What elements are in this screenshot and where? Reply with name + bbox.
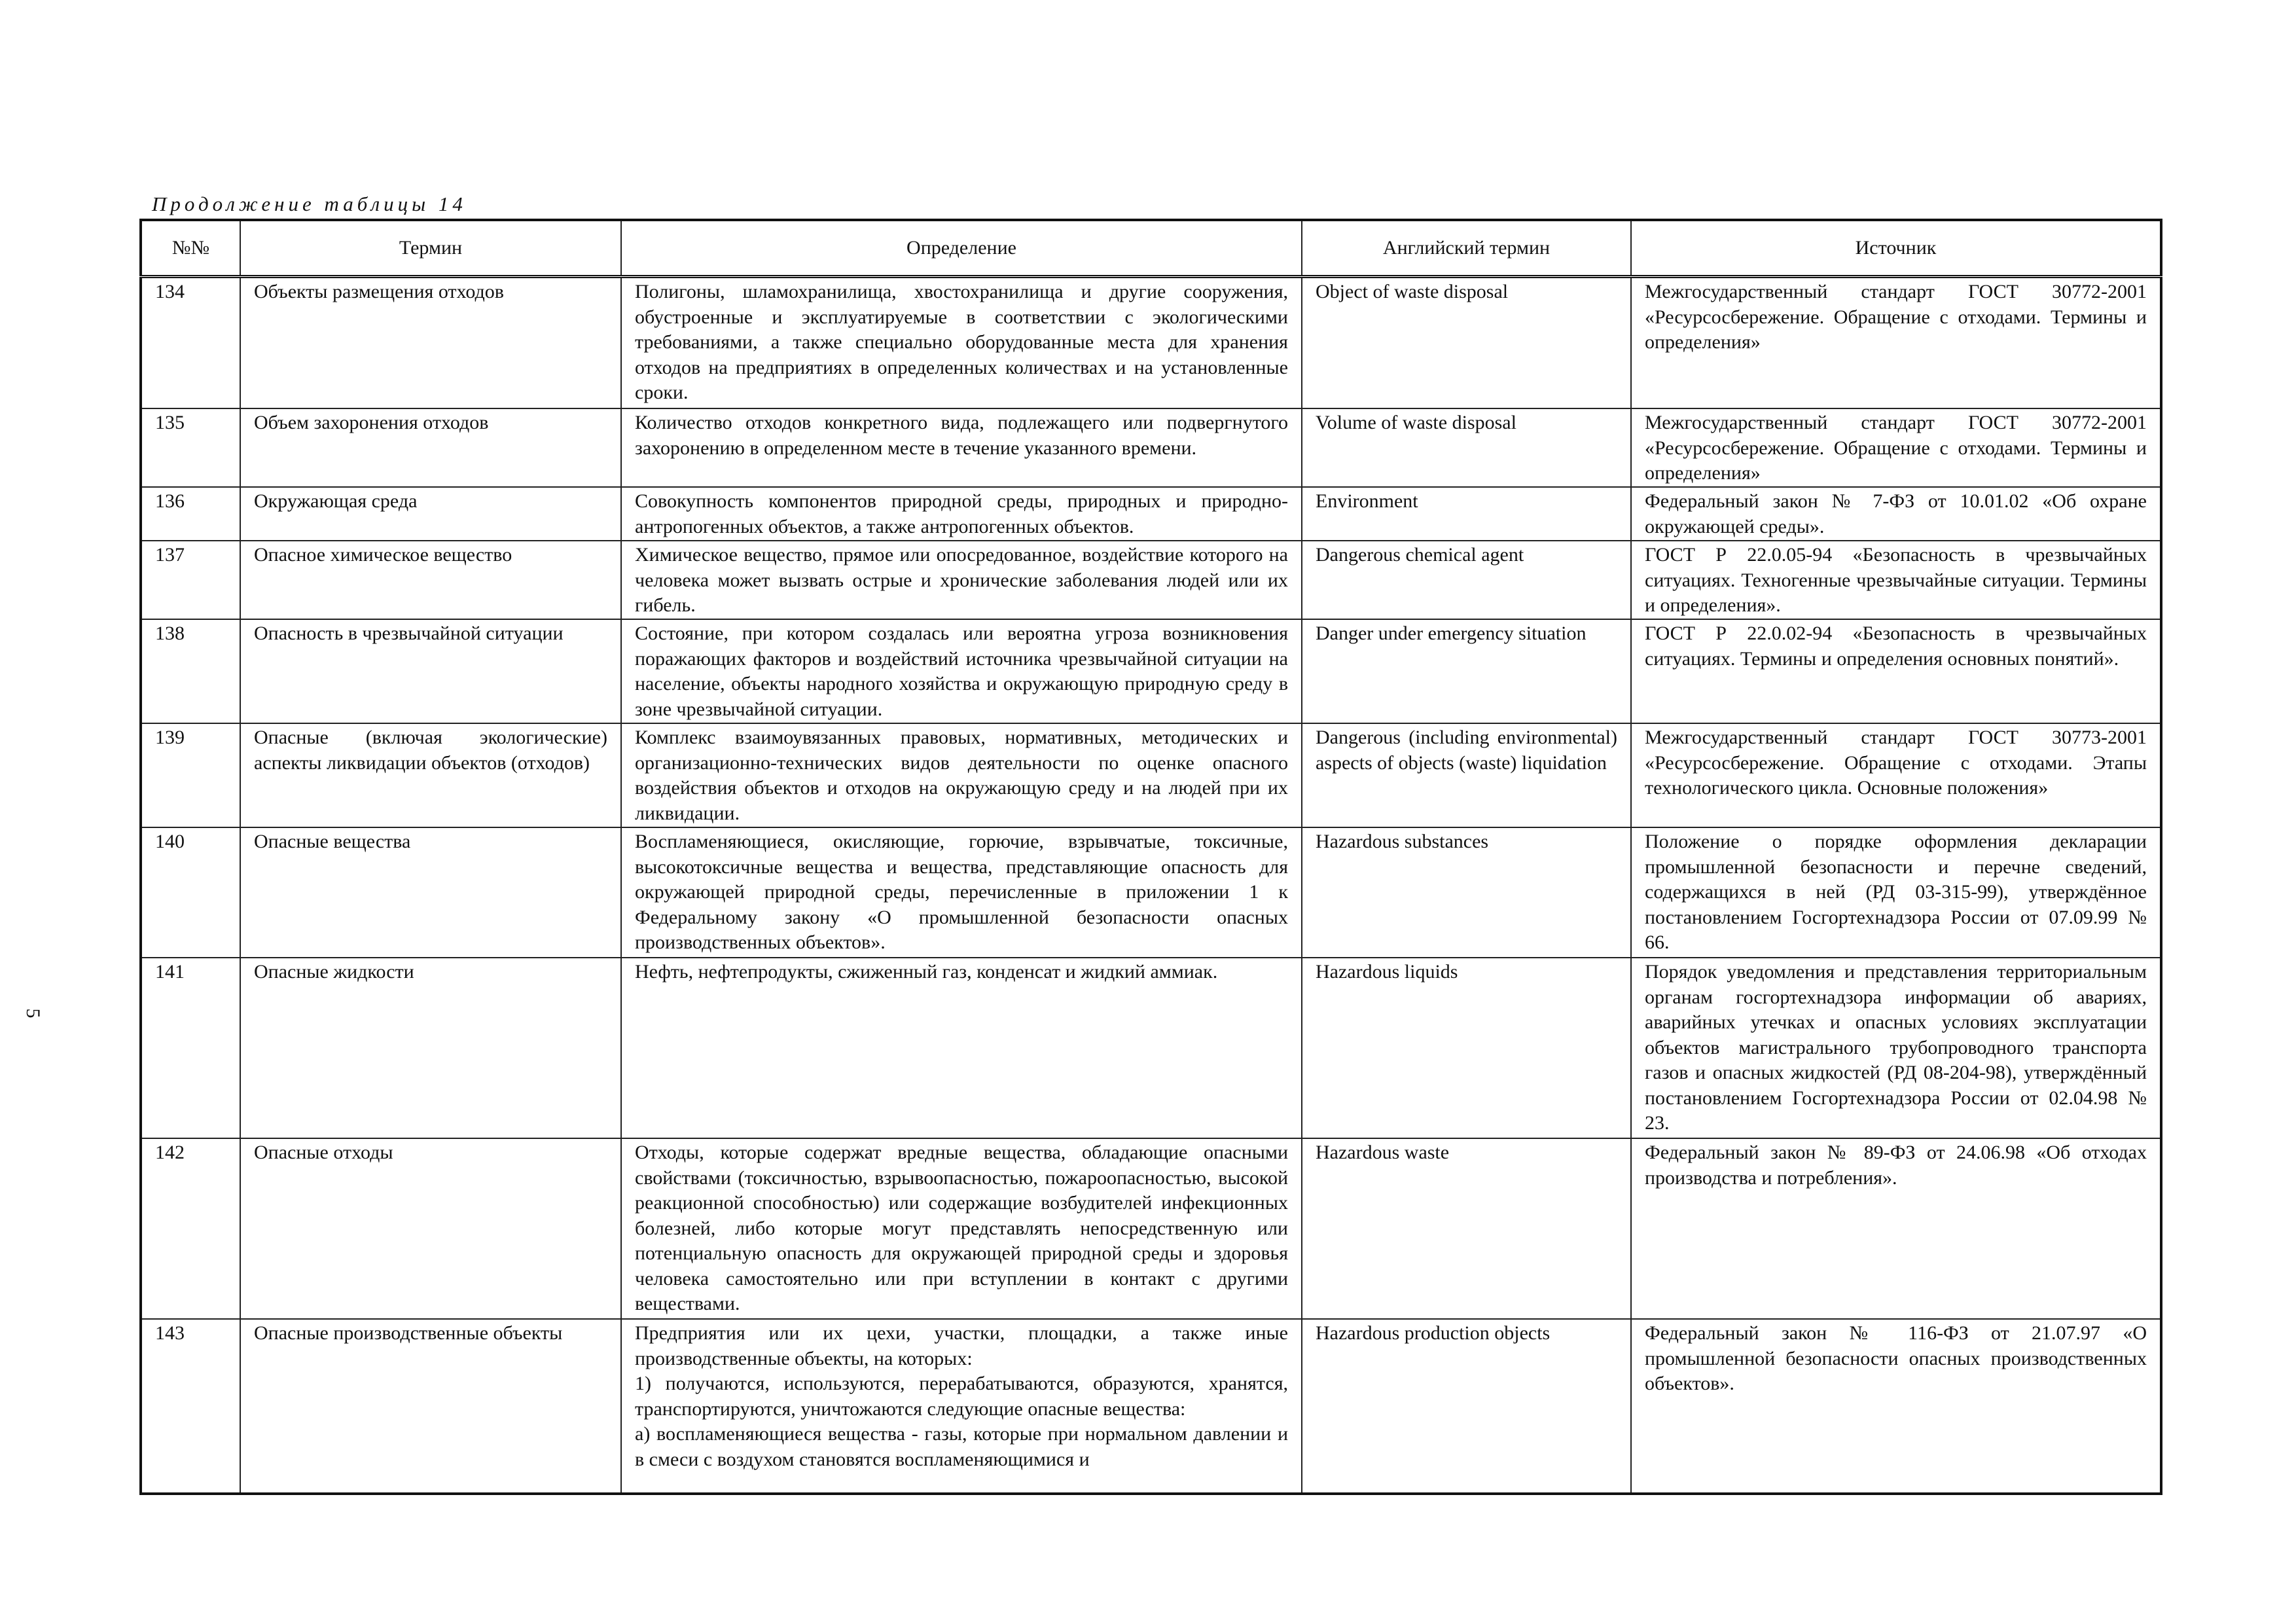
cell-definition: Отходы, которые содержат вредные вещества, обладающие опасными свойствами (токсичностью, взрывоопасностью, пожароопасностью, высокой реакционной способностью) или содержащие возбудителей инфекционных болезней, либо которые могут представлять непосредственную или потенциальную опасность для окружающей природной среды и здоровья человека самостоятельно или при вступлении в контакт с другими веществами. <box>621 1138 1302 1319</box>
cell-term: Опасное химическое вещество <box>240 541 621 619</box>
header-definition: Определение <box>621 220 1302 277</box>
header-num: №№ <box>141 220 240 277</box>
cell-term: Окружающая среда <box>240 487 621 541</box>
cell-source: ГОСТ Р 22.0.02-94 «Безопасность в чрезвычайных ситуациях. Термины и определения основных понятий». <box>1631 619 2161 723</box>
cell-english-term: Dangerous chemical agent <box>1302 541 1631 619</box>
page-number: 5 <box>22 1008 44 1019</box>
cell-definition: Состояние, при котором создалась или вероятна угроза возникновения поражающих факторов и воздействий источника чрезвычайной ситуации на население, объекты народного хозяйства и окружающую природную среду в зоне чрезвычайной ситуации. <box>621 619 1302 723</box>
cell-source: ГОСТ Р 22.0.05-94 «Безопасность в чрезвычайных ситуациях. Техногенные чрезвычайные ситуации. Термины и определения». <box>1631 541 2161 619</box>
cell-source: Федеральный закон № 89-ФЗ от 24.06.98 «Об отходах производства и потребления». <box>1631 1138 2161 1319</box>
terms-table <box>139 219 2162 1495</box>
cell-english-term: Volume of waste disposal <box>1302 408 1631 487</box>
cell-english-term: Hazardous waste <box>1302 1138 1631 1319</box>
cell-definition: Совокупность компонентов природной среды, природных и природно-антропогенных объектов, а также антропогенных объектов. <box>621 487 1302 541</box>
cell-english-term: Object of waste disposal <box>1302 277 1631 409</box>
cell-definition: Полигоны, шламохранилища, хвостохранилища и другие сооружения, обустроенные и эксплуатируемые в соответствии с экологическими требованиями, а также специально оборудованные места для хранения отходов на предприятиях в определенных количествах и на установленные сроки. <box>621 277 1302 409</box>
cell-source: Межгосударственный стандарт ГОСТ 30772-2001 «Ресурсосбережение. Обращение с отходами. Термины и определения» <box>1631 408 2161 487</box>
cell-english-term: Environment <box>1302 487 1631 541</box>
cell-num: 139 <box>141 723 240 827</box>
cell-source: Положение о порядке оформления декларации промышленной безопасности и перечне сведений, содержащихся в ней (РД 03-315-99), утверждённое постановлением Госгортехнадзора России от 07.09.99 № 66. <box>1631 827 2161 958</box>
table-row <box>141 1319 2161 1494</box>
cell-definition: Комплекс взаимоувязанных правовых, нормативных, методических и организационно-технических видов деятельности по оценке опасного воздействия объектов и отходов на окружающую среду и на людей при их ликвидации. <box>621 723 1302 827</box>
cell-source: Федеральный закон № 7-ФЗ от 10.01.02 «Об охране окружающей среды». <box>1631 487 2161 541</box>
cell-source: Межгосударственный стандарт ГОСТ 30773-2001 «Ресурсосбережение. Обращение с отходами. Этапы технологического цикла. Основные положения» <box>1631 723 2161 827</box>
cell-term: Опасные жидкости <box>240 958 621 1138</box>
table-row <box>141 277 2161 409</box>
table-row <box>141 487 2161 541</box>
cell-source: Федеральный закон № 116-ФЗ от 21.07.97 «О промышленной безопасности опасных производственных объектов». <box>1631 1319 2161 1494</box>
table-row <box>141 541 2161 619</box>
cell-definition: Воспламеняющиеся, окисляющие, горючие, взрывчатые, токсичные, высокотоксичные вещества и вещества, представляющие опасность для окружающей природной среды, перечисленные в приложении 1 к Федеральному закону «О промышленной безопасности опасных производственных объектов». <box>621 827 1302 958</box>
cell-num: 134 <box>141 277 240 409</box>
cell-term: Опасные производственные объекты <box>240 1319 621 1494</box>
cell-term: Опасные отходы <box>240 1138 621 1319</box>
cell-num: 142 <box>141 1138 240 1319</box>
header-term: Термин <box>240 220 621 277</box>
table-row <box>141 958 2161 1138</box>
cell-definition: Химическое вещество, прямое или опосредованное, воздействие которого на человека может вызвать острые и хронические заболевания людей или их гибель. <box>621 541 1302 619</box>
cell-term: Опасные вещества <box>240 827 621 958</box>
cell-source: Порядок уведомления и представления территориальным органам госгортехнадзора информации об авариях, аварийных утечках и опасных условиях эксплуатации объектов магистрального трубопроводного транспорта газов и опасных жидкостей (РД 08-204-98), утверждённый постановлением Госгортехнадзора России от 02.04.98 № 23. <box>1631 958 2161 1138</box>
cell-english-term: Hazardous substances <box>1302 827 1631 958</box>
cell-term: Объекты размещения отходов <box>240 277 621 409</box>
cell-num: 140 <box>141 827 240 958</box>
cell-english-term: Dangerous (including environmental) aspects of objects (waste) liquidation <box>1302 723 1631 827</box>
table-row <box>141 408 2161 487</box>
cell-num: 141 <box>141 958 240 1138</box>
cell-definition: Предприятия или их цехи, участки, площадки, а также иные производственные объекты, на которых: 1) получаются, используются, перерабатываются, образуются, хранятся, транспортируются, уничтожаются следующие опасные вещества: а) воспламеняющиеся вещества - газы, которые при нормальном давлении и в смеси с воздухом становятся воспламеняющимися и <box>621 1319 1302 1494</box>
cell-english-term: Hazardous production objects <box>1302 1319 1631 1494</box>
table-row <box>141 619 2161 723</box>
cell-num: 143 <box>141 1319 240 1494</box>
header-source: Источник <box>1631 220 2161 277</box>
table-header-row <box>141 220 2161 277</box>
table-row <box>141 723 2161 827</box>
cell-num: 138 <box>141 619 240 723</box>
cell-term: Опасные (включая экологические) аспекты ликвидации объектов (отходов) <box>240 723 621 827</box>
cell-term: Объем захоронения отходов <box>240 408 621 487</box>
cell-definition: Количество отходов конкретного вида, подлежащего или подвергнутого захоронению в определенном месте в течение указанного времени. <box>621 408 1302 487</box>
cell-source: Межгосударственный стандарт ГОСТ 30772-2001 «Ресурсосбережение. Обращение с отходами. Термины и определения» <box>1631 277 2161 409</box>
table-caption: Продолжение таблицы 14 <box>152 192 467 215</box>
cell-english-term: Danger under emergency situation <box>1302 619 1631 723</box>
cell-num: 137 <box>141 541 240 619</box>
cell-definition: Нефть, нефтепродукты, сжиженный газ, конденсат и жидкий аммиак. <box>621 958 1302 1138</box>
table-row <box>141 1138 2161 1319</box>
cell-num: 135 <box>141 408 240 487</box>
table-row <box>141 827 2161 958</box>
cell-english-term: Hazardous liquids <box>1302 958 1631 1138</box>
cell-num: 136 <box>141 487 240 541</box>
cell-term: Опасность в чрезвычайной ситуации <box>240 619 621 723</box>
header-english-term: Английский термин <box>1302 220 1631 277</box>
